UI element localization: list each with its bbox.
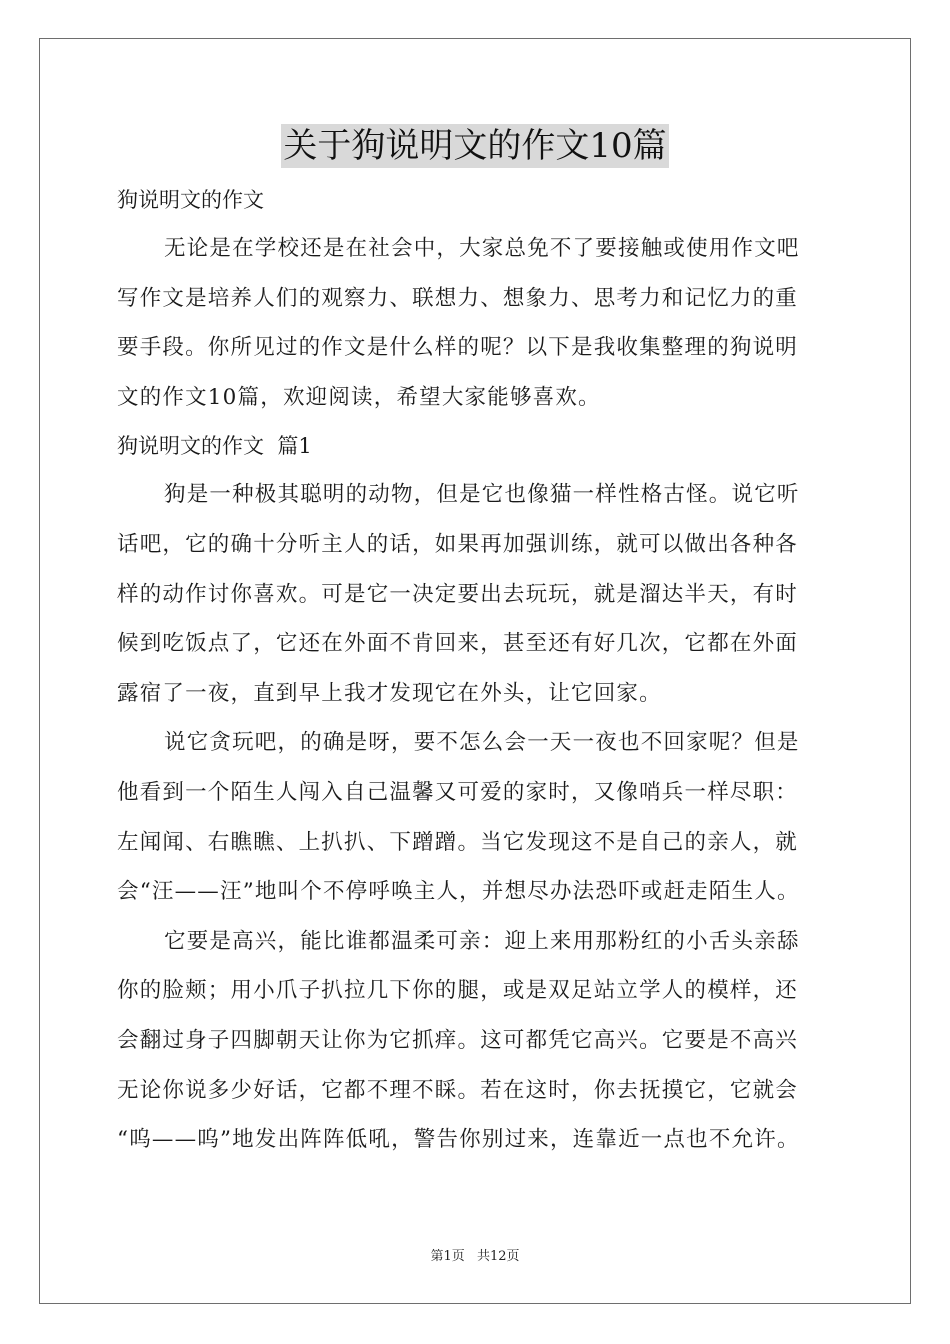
text-line: 无论是在学校还是在社会中，大家总免不了要接触或使用作文吧: [164, 236, 800, 261]
text-line: 无论你说多少好话，它都不理不睬。若在这时，你去抚摸它，它就会: [117, 1077, 799, 1103]
text-line: 要手段。你所见过的作文是什么样的呢？以下是我收集整理的狗说明: [117, 335, 799, 361]
text-line: 文的作文10篇，欢迎阅读，希望大家能够喜欢。: [117, 384, 601, 410]
document-subtitle: 狗说明文的作文: [117, 188, 264, 212]
title-container: [0, 124, 950, 168]
document-body: [117, 176, 857, 1165]
document-title: 关于狗说明文的作文10篇: [283, 126, 667, 166]
page-total: 共12页: [476, 1249, 520, 1264]
paragraph-3: [117, 917, 857, 1165]
text-line: 候到吃饭点了，它还在外面不肯回来，甚至还有好几次，它都在外面: [117, 631, 799, 657]
paragraph-1: [117, 470, 857, 718]
page-number: 第1页: [430, 1249, 465, 1264]
intro-paragraph: [117, 224, 857, 422]
text-line: 他看到一个陌生人闯入自己温馨又可爱的家时，又像哨兵一样尽职：: [117, 779, 799, 805]
text-line: “呜——呜”地发出阵阵低吼，警告你别过来，连靠近一点也不允许。: [117, 1127, 800, 1153]
text-line: 说它贪玩吧，的确是呀，要不怎么会一天一夜也不回家呢？但是: [164, 730, 800, 756]
page-footer: [0, 1245, 950, 1264]
text-line: 狗是一种极其聪明的动物，但是它也像猫一样性格古怪。说它听: [164, 482, 800, 508]
text-line: 它要是高兴，能比谁都温柔可亲：迎上来用那粉红的小舌头亲舔: [164, 928, 800, 954]
paragraph-2: [117, 718, 857, 916]
section-heading: 狗说明文的作文 篇1: [117, 434, 312, 459]
text-line: 露宿了一夜，直到早上我才发现它在外头，让它回家。: [117, 680, 662, 706]
text-line: 会翻过身子四脚朝天让你为它抓痒。这可都凭它高兴。它要是不高兴: [117, 1027, 799, 1053]
text-line: 你的脸颊；用小爪子扒拉几下你的腿，或是双足站立学人的模样，还: [117, 978, 799, 1004]
text-line: 写作文是培养人们的观察力、联想力、想象力、思考力和记忆力的重: [117, 285, 799, 311]
text-line: 话吧，它的确十分听主人的话，如果再加强训练，就可以做出各种各: [117, 531, 799, 557]
text-line: 样的动作讨你喜欢。可是它一决定要出去玩玩，就是溜达半天，有时: [117, 581, 799, 607]
text-line: 会“汪——汪”地叫个不停呼唤主人，并想尽办法恐吓或赶走陌生人。: [117, 879, 800, 905]
text-line: 左闻闻、右瞧瞧、上扒扒、下蹭蹭。当它发现这不是自己的亲人，就: [117, 829, 799, 855]
